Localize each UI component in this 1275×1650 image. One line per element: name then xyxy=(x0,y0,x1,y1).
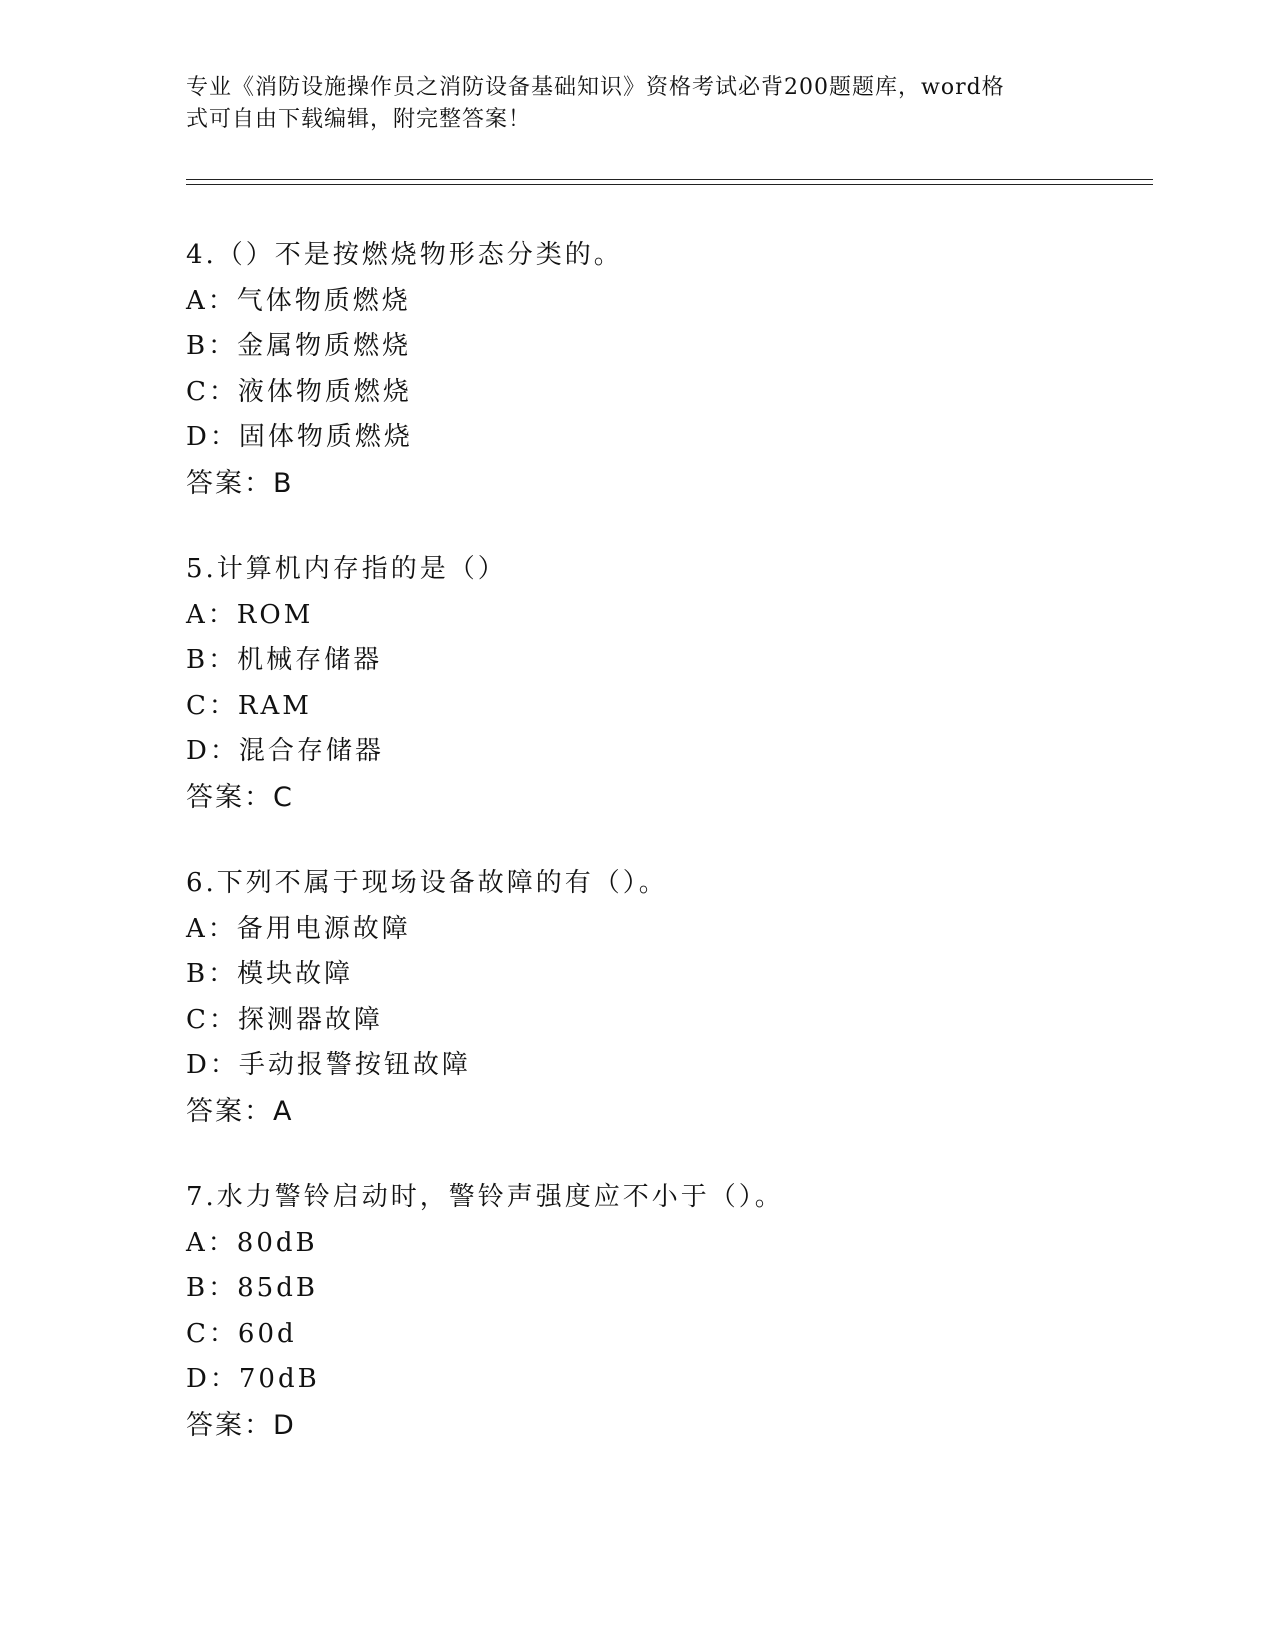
option-letter: A xyxy=(186,285,208,316)
option-letter: D xyxy=(186,736,210,766)
option-text: 70dB xyxy=(238,1364,320,1394)
option-text: RAM xyxy=(237,690,312,721)
option-separator: ： xyxy=(209,422,239,452)
question-stem: 5.计算机内存指的是（） xyxy=(186,554,507,584)
option-separator: ： xyxy=(208,959,238,989)
option-c xyxy=(186,684,1146,730)
answer-line xyxy=(186,775,1146,821)
option-letter: A xyxy=(186,1227,208,1258)
option-d xyxy=(186,1357,1146,1403)
header-divider-top xyxy=(186,179,1153,180)
option-d xyxy=(186,415,1146,461)
option-separator: ： xyxy=(208,690,238,721)
header-divider-bottom xyxy=(186,184,1153,185)
answer-line xyxy=(186,1403,1146,1449)
answer-value: A xyxy=(273,1095,294,1127)
option-letter: B xyxy=(186,331,209,361)
option-letter: A xyxy=(186,913,208,944)
option-separator: ： xyxy=(208,331,238,361)
question-list xyxy=(186,233,1146,1489)
option-letter: B xyxy=(186,1273,209,1303)
option-letter: D xyxy=(186,1364,210,1394)
question-4 xyxy=(186,233,1146,506)
answer-value: B xyxy=(273,467,294,499)
option-text: 60d xyxy=(237,1318,297,1349)
option-text: ROM xyxy=(236,599,314,630)
option-c xyxy=(186,370,1146,416)
option-letter: D xyxy=(186,1050,210,1080)
option-text: 固体物质燃烧 xyxy=(238,422,413,452)
option-separator: ： xyxy=(208,376,238,407)
option-separator: ： xyxy=(208,1273,238,1303)
option-a xyxy=(186,279,1146,325)
option-text: 液体物质燃烧 xyxy=(237,376,412,407)
answer-value: C xyxy=(273,781,294,813)
option-text: 手动报警按钮故障 xyxy=(238,1050,471,1080)
option-text: 85dB xyxy=(237,1273,318,1303)
option-separator: ： xyxy=(208,1318,238,1349)
option-text: 探测器故障 xyxy=(237,1004,383,1035)
option-separator: ： xyxy=(207,913,237,944)
option-letter: C xyxy=(186,1004,209,1035)
option-a xyxy=(186,593,1146,639)
question-6 xyxy=(186,861,1146,1134)
option-separator: ： xyxy=(207,599,237,630)
option-d xyxy=(186,729,1146,775)
option-b xyxy=(186,324,1146,370)
option-d xyxy=(186,1043,1146,1089)
option-letter: D xyxy=(186,422,210,452)
header-line-2: 式可自由下载编辑，附完整答案！ xyxy=(186,107,532,132)
option-b xyxy=(186,952,1146,998)
option-c xyxy=(186,998,1146,1044)
option-text: 金属物质燃烧 xyxy=(237,331,412,361)
option-b xyxy=(186,1266,1146,1312)
answer-label: 答案： xyxy=(186,1409,273,1441)
option-separator: ： xyxy=(209,736,239,766)
option-text: 机械存储器 xyxy=(237,645,383,675)
question-stem: 7.水力警铃启动时，警铃声强度应不小于（）。 xyxy=(186,1182,784,1212)
option-text: 备用电源故障 xyxy=(236,913,411,944)
option-letter: C xyxy=(186,1318,209,1349)
question-7 xyxy=(186,1175,1146,1448)
question-5 xyxy=(186,547,1146,820)
option-a xyxy=(186,1221,1146,1267)
option-b xyxy=(186,638,1146,684)
option-text: 气体物质燃烧 xyxy=(236,285,411,316)
answer-label: 答案： xyxy=(186,467,273,499)
question-stem: 6.下列不属于现场设备故障的有（）。 xyxy=(186,868,668,898)
option-text: 模块故障 xyxy=(237,959,354,989)
question-stem: 4.（）不是按燃烧物形态分类的。 xyxy=(186,240,623,270)
answer-line xyxy=(186,1089,1146,1135)
option-letter: B xyxy=(186,959,209,989)
answer-line xyxy=(186,461,1146,507)
option-c xyxy=(186,1312,1146,1358)
answer-value: D xyxy=(273,1409,296,1441)
option-a xyxy=(186,907,1146,953)
option-letter: C xyxy=(186,376,209,407)
option-separator: ： xyxy=(209,1050,239,1080)
option-text: 80dB xyxy=(236,1227,318,1258)
option-text: 混合存储器 xyxy=(238,736,384,766)
document-header xyxy=(186,72,1066,136)
option-letter: C xyxy=(186,690,209,721)
answer-label: 答案： xyxy=(186,1095,273,1127)
option-separator: ： xyxy=(208,645,238,675)
answer-label: 答案： xyxy=(186,781,273,813)
option-separator: ： xyxy=(208,1004,238,1035)
option-letter: B xyxy=(186,645,209,675)
header-line-1: 专业《消防设施操作员之消防设备基础知识》资格考试必背200题题库，word格 xyxy=(186,75,1005,100)
option-separator: ： xyxy=(209,1364,239,1394)
option-separator: ： xyxy=(207,1227,237,1258)
option-letter: A xyxy=(186,599,208,630)
option-separator: ： xyxy=(207,285,237,316)
